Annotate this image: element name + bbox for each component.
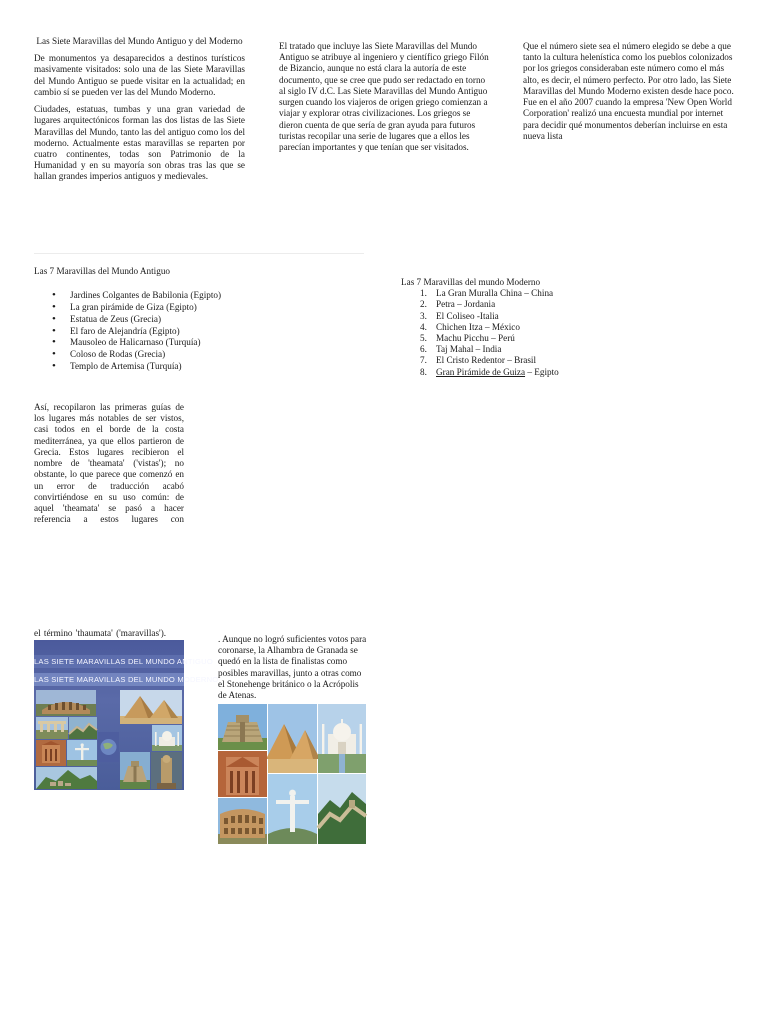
globe-thumb	[98, 732, 119, 762]
theamata-paragraph: Así, recopilaron las primeras guías de los lugares más notables de ser vistos, casi todos en el borde de la costa mediterránea, ya que ellos partieron de Grecia. Estos lugares recibieron el nombre de 'theamata' ('vistas'); no obstante, lo que parece que comenzó en un error de traducción acabó convirtiéndose en su uso común: de aquel 'theamata' se pasó a hacer referencia a estos lugares con	[34, 402, 184, 525]
machu-picchu-thumb	[36, 767, 97, 789]
poster-banner-ancient: LAS SIETE MARAVILLAS DEL MUNDO ANTIGUO	[34, 657, 213, 666]
ancient-list	[34, 290, 274, 373]
document-title: Las Siete Maravillas del Mundo Antiguo y del Moderno	[36, 36, 243, 46]
list-text: El Cristo Redentor – Brasil	[436, 355, 537, 366]
modern-heading: Las 7 Maravillas del mundo Moderno	[401, 277, 541, 287]
alhambra-section	[218, 634, 368, 701]
pyramids-thumb	[120, 690, 182, 724]
list-number: 1.	[420, 288, 427, 299]
list-text: Taj Mahal – India	[436, 344, 502, 355]
column-3	[523, 41, 736, 142]
intro-paragraph-1: De monumentos ya desaparecidos a destinos turísticos masivamente visitados: solo una de las Siete Maravillas del Mundo Antiguo se puede visitar en la actualidad; en cambio sí se pueden ver las del Mundo Moderno.	[34, 53, 245, 97]
theamata-continuation: el término 'thaumata' ('maravillas').	[34, 628, 167, 638]
chichen-itza-thumb	[120, 752, 150, 789]
modern-wonders-section	[401, 277, 641, 378]
modern-list	[401, 288, 641, 378]
list-item	[401, 344, 641, 355]
list-text: El Coliseo -Italia	[436, 310, 499, 321]
christ-redeemer-photo	[268, 774, 317, 844]
intro-column	[34, 36, 245, 183]
list-text-suffix: – Egipto	[525, 366, 559, 377]
list-number: 3.	[420, 310, 427, 321]
list-item	[401, 299, 641, 310]
list-text: La Gran Muralla China – China	[436, 288, 554, 299]
taj-mahal-thumb	[152, 725, 182, 751]
column-3-text: Que el número siete sea el número elegido se debe a que tanto la cultura helenística como los pueblos colonizados por los griegos consideraban este número como el más alto, es decir, el número perfecto. Por otro lado, las Siete Maravillas del Mundo Moderno existen desde hace poco. Fue en el año 2007 cuando la empresa 'New Open World Corporation' realizó una encuesta mundial por internet para decidir qué monumentos deberían incluirse en esta nueva lista	[523, 41, 734, 141]
great-wall-thumb	[69, 717, 97, 739]
pyramids-photo	[268, 704, 317, 773]
list-item: • Coloso de Rodas (Grecia)	[70, 349, 274, 361]
list-item	[401, 333, 641, 344]
poster-banner-modern: LAS SIETE MARAVILLAS DEL MUNDO MODERNO	[34, 675, 219, 684]
list-text: Petra – Jordania	[436, 299, 496, 310]
list-number: 6.	[420, 344, 427, 355]
list-item	[401, 288, 641, 299]
chichen-itza-photo	[218, 704, 267, 750]
list-number: 5.	[420, 332, 427, 343]
statue-thumb	[151, 752, 182, 789]
column-2-text: El tratado que incluye las Siete Maravillas del Mundo Antiguo se atribuye al ingeniero y científico griego Filón de Bizancio, aunque no está clara la autoría de este documento, que se cree que pudo ser redactado en torno al siglo IV d.C. Las Siete Maravillas del Mundo Antiguo surgen cuando los viajeros de origen griego comienzan a viajar y explorar otras civilizaciones. Los griegos se dieron cuenta de que sería de gran ayuda para futuros turistas recopilar una serie de lugares que a ellos les parecían importantes y que tenían que ser visitados.	[279, 41, 489, 152]
petra-photo	[218, 751, 267, 797]
list-number: 8.	[420, 366, 427, 377]
modern-wonders-collage	[218, 704, 366, 844]
list-text: Chichen Itza – México	[436, 321, 520, 332]
theamata-section	[34, 402, 184, 525]
list-text: Machu Picchu – Perú	[436, 332, 515, 343]
list-item	[401, 367, 641, 378]
alhambra-paragraph: . Aunque no logró suficientes votos para coronarse, la Alhambra de Granada se quedó en la lista de finalistas como posibles maravillas, junto a otras como el Stonehenge británico o la Acrópolis de Atenas.	[218, 634, 367, 701]
list-item	[401, 322, 641, 333]
great-wall-photo	[318, 774, 366, 844]
list-item: • El faro de Alejandría (Egipto)	[70, 326, 274, 338]
list-item: • Mausoleo de Halicarnaso (Turquía)	[70, 337, 274, 349]
christ-statue-thumb	[67, 740, 97, 766]
list-item: • Estatua de Zeus (Grecia)	[70, 314, 274, 326]
wonders-poster-image	[34, 640, 219, 790]
list-number: 7.	[420, 355, 427, 366]
ancient-heading: Las 7 Maravillas del Mundo Antiguo	[34, 266, 171, 276]
underlined-link-text[interactable]: Gran Pirámide de Guiza	[436, 366, 526, 377]
list-item: • Jardines Colgantes de Babilonia (Egipto)	[70, 290, 274, 302]
taj-mahal-photo	[318, 704, 366, 773]
list-item: • La gran pirámide de Giza (Egipto)	[70, 302, 274, 314]
ruins-thumb	[36, 717, 68, 739]
section-divider	[34, 253, 364, 254]
ancient-wonders-section	[34, 266, 274, 373]
list-number: 4.	[420, 321, 427, 332]
column-2	[279, 41, 489, 153]
petra-thumb	[36, 740, 66, 766]
list-item	[401, 355, 641, 366]
list-item: • Templo de Artemisa (Turquía)	[70, 361, 274, 373]
list-number: 2.	[420, 299, 427, 310]
colosseum-thumb	[36, 690, 96, 716]
list-item	[401, 311, 641, 322]
colosseum-photo	[218, 798, 267, 844]
intro-paragraph-2: Ciudades, estatuas, tumbas y una gran variedad de lugares arquitectónicos forman las dos listas de las Siete Maravillas del Mundo, tanto las del antiguo como los del moderno. Actualmente estas maravillas se reparten por cuatro continentes, todas son Patrimonio de la Humanidad y en su mayoría son obras tras las que se hallan grandes imperios antiguos y medievales.	[34, 104, 245, 182]
